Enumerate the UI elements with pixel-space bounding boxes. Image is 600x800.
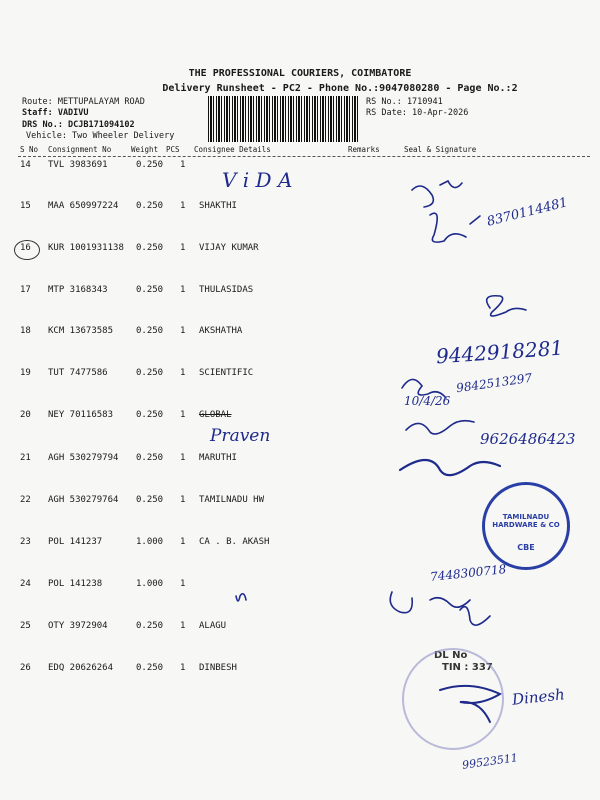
row-consignment: TVL 3983691 <box>48 160 108 170</box>
row-pcs: 1 <box>180 201 186 211</box>
row-pcs: 1 <box>180 453 186 463</box>
hw-vida: V i D A <box>222 168 293 192</box>
row-pcs: 1 <box>180 160 186 170</box>
rs-number: RS No.: 1710941 <box>366 97 443 107</box>
row-sno: 19 <box>20 368 31 378</box>
drs-label: DRS No.: DCJB171094102 <box>22 120 135 130</box>
row-consignee: GLOBAL <box>199 410 232 420</box>
row-consignment: MAA 650997224 <box>48 201 119 211</box>
col-sno: S No <box>20 145 39 154</box>
company-stamp <box>482 482 570 570</box>
hw-dl: DL No <box>434 650 468 661</box>
row-sno: 18 <box>20 326 31 336</box>
hw-phone-26: 99523511 <box>461 751 519 772</box>
row-sno: 22 <box>20 495 31 505</box>
row-weight: 0.250 <box>136 453 164 463</box>
row-consignment: EDQ 20626264 <box>48 663 114 673</box>
table-row <box>0 453 600 483</box>
hw-phone-18: 9442918281 <box>435 335 564 369</box>
hw-phone-23: 7448300718 <box>429 562 507 584</box>
row-weight: 0.250 <box>136 243 164 253</box>
row-sno: 14 <box>20 160 31 170</box>
col-pcs: PCS <box>166 145 180 154</box>
hw-praveen: Praven <box>210 426 271 446</box>
row-pcs: 1 <box>180 285 186 295</box>
row-sno: 21 <box>20 453 31 463</box>
row-consignment: POL 141237 <box>48 537 103 547</box>
row16-circle-mark <box>14 240 40 260</box>
row-consignment: MTP 3168343 <box>48 285 108 295</box>
table-row <box>0 160 600 190</box>
table-row <box>0 243 600 273</box>
row-consignment: AGH 530279764 <box>48 495 119 505</box>
col-consignee: Consignee Details <box>194 145 271 154</box>
row-consignment: OTY 3972904 <box>48 621 108 631</box>
runsheet-title: Delivery Runsheet - PC2 - Phone No.:9047080280 - Page No.:2 <box>162 83 518 94</box>
row-pcs: 1 <box>180 410 186 420</box>
row-pcs: 1 <box>180 326 186 336</box>
row-sno: 25 <box>20 621 31 631</box>
round-seal <box>402 648 504 750</box>
hw-phone-19: 9842513297 <box>455 370 533 396</box>
row-consignee: THULASIDAS <box>199 285 254 295</box>
row-sno: 15 <box>20 201 31 211</box>
row-weight: 0.250 <box>136 410 164 420</box>
row-sno: 16 <box>20 243 31 253</box>
row-consignment: KCM 13673585 <box>48 326 114 336</box>
row-pcs: 1 <box>180 495 186 505</box>
header-divider <box>18 156 590 157</box>
row-consignment: AGH 530279794 <box>48 453 119 463</box>
table-row <box>0 285 600 315</box>
table-row <box>0 663 600 693</box>
table-row <box>0 621 600 651</box>
row-pcs: 1 <box>180 243 186 253</box>
row-weight: 0.250 <box>136 201 164 211</box>
row-consignee: VIJAY KUMAR <box>199 243 259 253</box>
row-pcs: 1 <box>180 537 186 547</box>
stamp-city: CBE <box>517 543 535 552</box>
row-pcs: 1 <box>180 663 186 673</box>
hw-tin: TIN : 337 <box>442 662 493 673</box>
row-weight: 0.250 <box>136 621 164 631</box>
hw-phone-15: 8370114481 <box>485 195 570 230</box>
col-weight: Weight <box>131 145 159 154</box>
row-consignee: ALAGU <box>199 621 227 631</box>
row-sno: 23 <box>20 537 31 547</box>
row-weight: 0.250 <box>136 368 164 378</box>
row-weight: 0.250 <box>136 160 164 170</box>
staff-label: Staff: VADIVU <box>22 108 89 118</box>
row-pcs: 1 <box>180 368 186 378</box>
row-pcs: 1 <box>180 579 186 589</box>
hw-dinesh: Dinesh <box>511 685 566 709</box>
row-consignee: DINBESH <box>199 663 237 673</box>
row-consignee: SCIENTIFIC <box>199 368 254 378</box>
row-consignee: CA . B. AKASH <box>199 537 270 547</box>
row-weight: 0.250 <box>136 663 164 673</box>
row-sno: 20 <box>20 410 31 420</box>
hw-phone-20: 9626486423 <box>480 430 576 448</box>
row-weight: 0.250 <box>136 326 164 336</box>
row-weight: 1.000 <box>136 579 164 589</box>
row-weight: 0.250 <box>136 495 164 505</box>
row-consignee: AKSHATHA <box>199 326 243 336</box>
row-consignee: MARUTHI <box>199 453 237 463</box>
barcode <box>208 96 358 142</box>
table-row <box>0 579 600 609</box>
rs-date: RS Date: 10-Apr-2026 <box>366 108 469 118</box>
row-pcs: 1 <box>180 621 186 631</box>
row-consignment: POL 141238 <box>48 579 103 589</box>
row-consignment: NEY 70116583 <box>48 410 114 420</box>
vehicle-label: Vehicle: Two Wheeler Delivery <box>26 131 175 141</box>
stamp-text: TAMILNADU HARDWARE & CO <box>492 513 560 529</box>
row-consignee: TAMILNADU HW <box>199 495 265 505</box>
row-consignment: TUT 7477586 <box>48 368 108 378</box>
company-title: THE PROFESSIONAL COURIERS, COIMBATORE <box>188 68 412 79</box>
row-sno: 24 <box>20 579 31 589</box>
row-sno: 26 <box>20 663 31 673</box>
row-consignee: SHAKTHI <box>199 201 237 211</box>
row-weight: 0.250 <box>136 285 164 295</box>
hw-date-19: 10/4/26 <box>404 394 451 408</box>
route-label: Route: METTUPALAYAM ROAD <box>22 97 145 107</box>
row-sno: 17 <box>20 285 31 295</box>
row-consignment: KUR 1001931138 <box>48 243 124 253</box>
col-remarks: Remarks <box>348 145 380 154</box>
col-consignment: Consignment No <box>48 145 112 154</box>
col-seal: Seal & Signature <box>404 145 477 154</box>
row-weight: 1.000 <box>136 537 164 547</box>
